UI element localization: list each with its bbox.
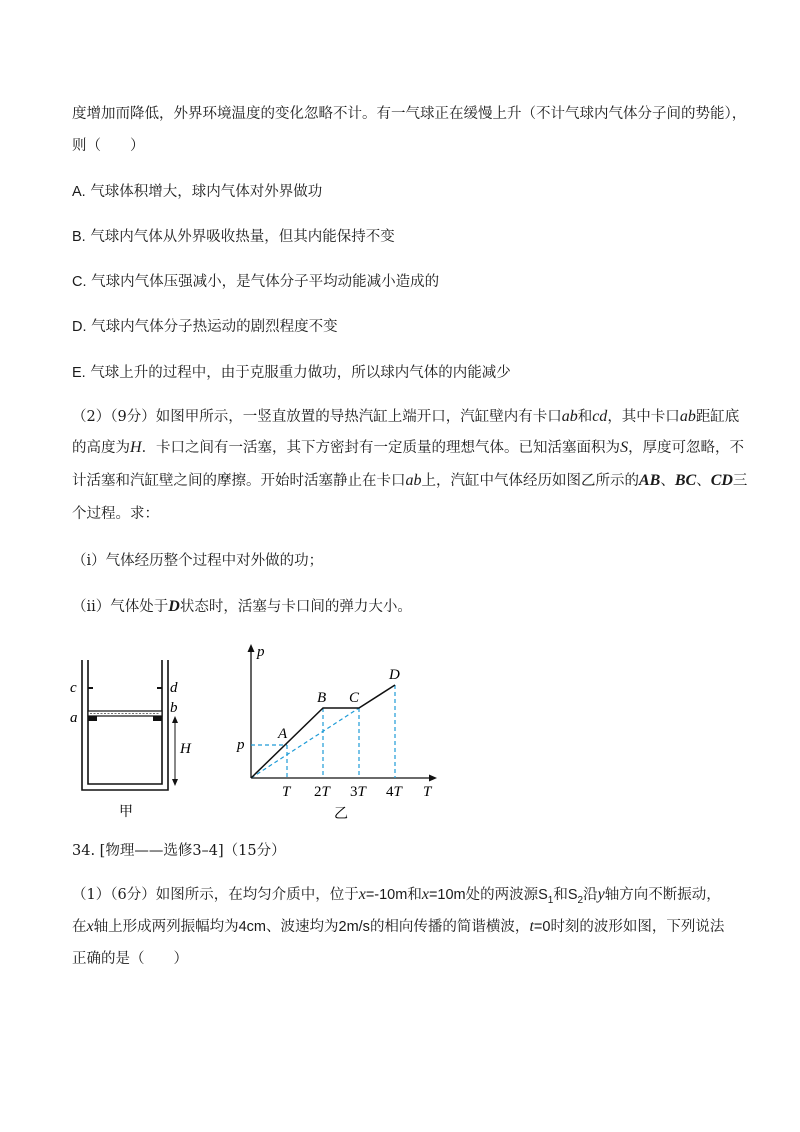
x-tick-3T — [350, 784, 368, 800]
option-a — [72, 182, 322, 202]
subscript-1: 1 — [547, 894, 554, 906]
var-x: x — [358, 886, 366, 903]
text-segment: 和 — [577, 409, 593, 425]
q34-header: 34. [物理——选修3–4]（15分） — [72, 843, 286, 859]
q34-line3: 正确的是（ ） — [72, 951, 188, 967]
q34-line2 — [72, 917, 724, 937]
text-segment: （1）（6分）如图所示，在均匀介质中，位于 — [72, 887, 359, 903]
text-segment: 沿 — [583, 887, 598, 903]
text-segment: （2）（9分）如图甲所示，一竖直放置的导热汽缸上端开口，汽缸壁内有卡口 — [72, 409, 562, 425]
var-S1: S — [538, 887, 548, 903]
q34-line1 — [72, 885, 721, 911]
text-segment: 在 — [72, 919, 87, 935]
stop-b — [153, 716, 162, 721]
option-a-label: A. — [72, 184, 86, 200]
arrow-up-icon — [172, 716, 178, 723]
x-tick-2T — [314, 784, 332, 800]
option-d — [72, 317, 338, 337]
var-x: x — [421, 886, 429, 903]
option-b-text: 气球内气体从外界吸收热量，但其内能保持不变 — [90, 229, 395, 245]
axis-label-T: T — [423, 784, 432, 800]
value-t0: =0 — [533, 919, 551, 935]
x-tick-num: 2 — [314, 784, 322, 800]
var-H: H — [130, 439, 142, 456]
var-AB: AB — [639, 472, 661, 489]
option-d-text: 气球内气体分子热运动的剧烈程度不变 — [91, 319, 338, 335]
var-CD: CD — [710, 472, 733, 489]
caption-yi: 乙 — [334, 806, 348, 822]
cylinder-outer-wall — [82, 660, 168, 790]
text-segment: 、波速均为 — [266, 919, 339, 935]
var-ab: ab — [405, 472, 422, 489]
value-x1: =-10m — [365, 887, 408, 903]
option-c-label: C. — [72, 274, 87, 290]
text-segment: 轴上形成两列振幅均为 — [93, 919, 239, 935]
text-segment: 三 — [732, 473, 748, 489]
q33-part2-line1 — [72, 407, 739, 427]
value-x2: =10m — [428, 887, 466, 903]
y-axis-arrow-icon — [248, 644, 255, 652]
q33-stem-line2: 则（ ） — [72, 138, 145, 154]
option-c-text: 气球内气体压强减小，是气体分子平均动能减小造成的 — [91, 274, 440, 290]
var-ab: ab — [679, 408, 696, 425]
caption-jia: 甲 — [119, 804, 133, 820]
x-tick-var: T — [393, 784, 402, 800]
option-b-label: B. — [72, 229, 86, 245]
var-S: S — [620, 439, 629, 456]
text-segment: 和 — [553, 887, 568, 903]
dash-origin-to-C — [251, 708, 359, 778]
text-segment: 处的两波源 — [465, 887, 539, 903]
q33-part2-line2 — [72, 438, 744, 458]
x-tick-T — [282, 784, 292, 800]
text-segment: ．卡口之间有一活塞，其下方密封有一定质量的理想气体。已知活塞面积为 — [141, 440, 621, 456]
var-y: y — [597, 886, 605, 903]
q33-stem-line1: 度增加而降低，外界环境温度的变化忽略不计。有一气球正在缓慢上升（不计气球内气体分子间的势能）， — [72, 106, 747, 122]
text-segment: 时刻的波形如图，下列说法 — [550, 919, 725, 935]
option-d-label: D. — [72, 319, 87, 335]
var-x: x — [86, 918, 94, 935]
label-a: a — [70, 710, 78, 726]
q33-sub-i: （i）气体经历整个过程中对外做的功； — [72, 553, 324, 569]
q33-part2-line3 — [72, 471, 747, 491]
text-segment: 上，汽缸中气体经历如图乙所示的 — [421, 473, 639, 489]
x-axis-arrow-icon — [429, 775, 437, 782]
text-segment: 轴方向不断振动， — [604, 887, 721, 903]
x-tick-num: 4 — [386, 784, 394, 800]
x-tick-var: T — [357, 784, 366, 800]
option-a-text: 气球体积增大，球内气体对外界做功 — [90, 184, 323, 200]
text-segment: 的相向传播的简谐横波， — [369, 919, 530, 935]
var-BC: BC — [674, 472, 697, 489]
option-e-text: 气球上升的过程中，由于克服重力做功，所以球内气体的内能减少 — [90, 365, 511, 381]
value-amplitude: 4cm — [238, 919, 267, 935]
x-tick-num: 3 — [350, 784, 358, 800]
var-ab: ab — [561, 408, 578, 425]
cylinder-inner-wall — [88, 660, 162, 784]
text-segment: 距缸底 — [695, 409, 740, 425]
figure-jia-cylinder — [60, 650, 200, 825]
var-D: D — [168, 598, 180, 615]
x-tick-4T — [386, 784, 404, 800]
option-e — [72, 363, 511, 383]
option-e-label: E. — [72, 365, 86, 381]
text-segment: 的高度为 — [72, 440, 130, 456]
text-segment: ，其中卡口 — [607, 409, 680, 425]
var-t: t — [529, 918, 534, 935]
text-segment: （ii）气体处于 — [72, 599, 169, 615]
point-C: C — [349, 690, 360, 706]
subscript-2: 2 — [577, 894, 584, 906]
option-c — [72, 272, 439, 292]
text-segment: 状态时，活塞与卡口间的弹力大小。 — [179, 599, 412, 615]
q33-sub-ii — [72, 597, 412, 617]
axis-label-p: p — [257, 644, 265, 660]
label-b: b — [170, 700, 178, 716]
label-H: H — [180, 741, 191, 757]
stop-a — [88, 716, 97, 721]
var-cd: cd — [592, 408, 608, 425]
point-D: D — [389, 667, 400, 683]
q33-part2-line4: 个过程。求： — [72, 506, 159, 522]
point-A: A — [278, 726, 288, 742]
arrow-down-icon — [172, 779, 178, 786]
x-tick-var: T — [321, 784, 330, 800]
text-segment: 、 — [660, 473, 675, 489]
label-c: c — [70, 680, 77, 696]
var-S2: S — [567, 887, 578, 903]
text-segment: 和 — [407, 887, 422, 903]
y-tick-p: p — [237, 737, 245, 753]
label-d: d — [170, 680, 178, 696]
text-segment: ，厚度可忽略，不 — [628, 440, 745, 456]
text-segment: 计活塞和汽缸壁之间的摩擦。开始时活塞静止在卡口 — [72, 473, 406, 489]
figure-yi-pt-graph — [225, 638, 450, 828]
point-B: B — [317, 690, 327, 706]
x-tick-var: T — [282, 784, 291, 800]
text-segment: 、 — [696, 473, 711, 489]
option-b — [72, 227, 395, 247]
value-speed: 2m/s — [338, 919, 370, 935]
